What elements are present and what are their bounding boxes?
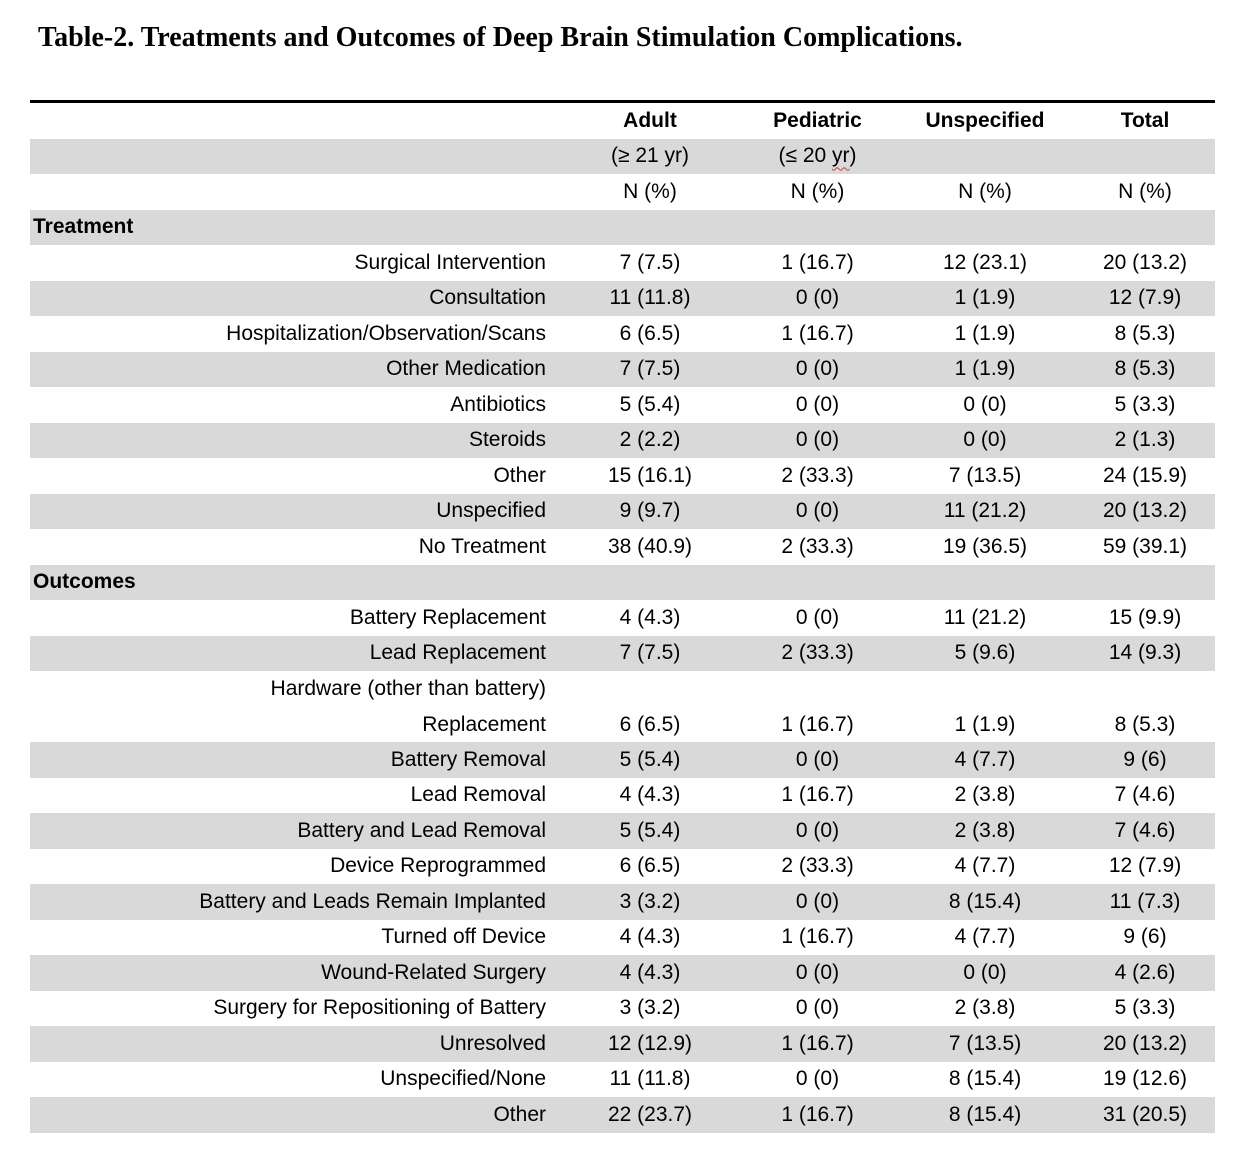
column-header-total: Total bbox=[1120, 108, 1170, 132]
value-cell-unspecified: 1 (1.9) bbox=[954, 357, 1016, 381]
table-row bbox=[30, 458, 1215, 494]
table-row bbox=[30, 1097, 1215, 1133]
table-row bbox=[30, 1062, 1215, 1098]
table-row bbox=[30, 423, 1215, 459]
pediatric-age-range: (≤ 20 yr) bbox=[778, 144, 857, 168]
value-cell-pediatric: 0 (0) bbox=[795, 286, 840, 310]
value-cell-unspecified: 1 (1.9) bbox=[954, 321, 1016, 345]
value-cell-pediatric: 0 (0) bbox=[795, 889, 840, 913]
value-cell-total: 8 (5.3) bbox=[1114, 321, 1176, 345]
value-cell-total: 2 (1.3) bbox=[1114, 428, 1176, 452]
table-row bbox=[30, 352, 1215, 388]
value-cell-pediatric: 0 (0) bbox=[795, 428, 840, 452]
value-cell-adult: 3 (3.2) bbox=[619, 996, 681, 1020]
value-cell-pediatric: 0 (0) bbox=[795, 747, 840, 771]
table-row bbox=[30, 849, 1215, 885]
value-cell-pediatric: 0 (0) bbox=[795, 818, 840, 842]
unit-cell: N (%) bbox=[958, 179, 1012, 203]
value-cell-adult: 4 (4.3) bbox=[619, 925, 681, 949]
row-label: Other Medication bbox=[386, 357, 546, 381]
table-row bbox=[30, 778, 1215, 814]
value-cell-unspecified: 2 (3.8) bbox=[954, 783, 1016, 807]
value-cell-unspecified: 11 (21.2) bbox=[943, 499, 1027, 523]
value-cell-adult: 5 (5.4) bbox=[619, 392, 681, 416]
value-cell-unspecified: 2 (3.8) bbox=[954, 996, 1016, 1020]
section-title: Treatment bbox=[33, 215, 134, 239]
value-cell-pediatric: 0 (0) bbox=[795, 605, 840, 629]
row-label-line1: Hardware (other than battery) bbox=[270, 677, 546, 700]
value-cell-total: 20 (13.2) bbox=[1102, 250, 1188, 274]
value-cell-total: 20 (13.2) bbox=[1102, 499, 1188, 523]
value-cell-adult: 5 (5.4) bbox=[619, 747, 681, 771]
value-cell-total: 14 (9.3) bbox=[1108, 641, 1182, 665]
column-header-unspecified: Unspecified bbox=[925, 108, 1045, 132]
value-cell-pediatric: 0 (0) bbox=[795, 392, 840, 416]
row-label: Unspecified/None bbox=[380, 1067, 546, 1091]
value-cell-pediatric: 2 (33.3) bbox=[781, 641, 854, 665]
table-row bbox=[30, 813, 1215, 849]
value-cell-unspecified: 1 (1.9) bbox=[954, 286, 1016, 310]
value-cell-total: 7 (4.6) bbox=[1114, 783, 1176, 807]
value-cell-adult: 5 (5.4) bbox=[619, 818, 681, 842]
unit-row bbox=[30, 174, 1215, 210]
column-header-adult: Adult bbox=[623, 108, 677, 132]
value-cell-pediatric: 1 (16.7) bbox=[781, 712, 854, 736]
value-cell-adult: 6 (6.5) bbox=[619, 712, 681, 736]
table-row bbox=[30, 387, 1215, 423]
table-row bbox=[30, 494, 1215, 530]
value-cell-pediatric: 1 (16.7) bbox=[781, 1031, 854, 1055]
value-cell-total: 7 (4.6) bbox=[1114, 818, 1176, 842]
value-cell-unspecified: 11 (21.2) bbox=[943, 605, 1027, 629]
value-cell-total: 31 (20.5) bbox=[1102, 1102, 1188, 1126]
table-row bbox=[30, 742, 1215, 778]
value-cell-unspecified: 5 (9.6) bbox=[954, 641, 1016, 665]
value-cell-adult: 4 (4.3) bbox=[619, 960, 681, 984]
value-cell-adult: 12 (12.9) bbox=[607, 1031, 693, 1055]
value-cell-adult: 2 (2.2) bbox=[619, 428, 681, 452]
row-label: Surgery for Repositioning of Battery bbox=[213, 996, 546, 1020]
value-cell-adult: 7 (7.5) bbox=[619, 641, 681, 665]
value-cell-pediatric: 1 (16.7) bbox=[781, 783, 854, 807]
section-header-treatment bbox=[30, 210, 1215, 246]
table-row bbox=[30, 955, 1215, 991]
complications-table bbox=[30, 100, 1215, 1133]
column-header-pediatric: Pediatric bbox=[773, 108, 862, 132]
row-label bbox=[30, 671, 560, 742]
value-cell-total: 5 (3.3) bbox=[1114, 392, 1176, 416]
value-cell-pediatric: 1 (16.7) bbox=[781, 925, 854, 949]
value-cell-unspecified: 7 (13.5) bbox=[948, 1031, 1022, 1055]
value-cell-total: 20 (13.2) bbox=[1102, 1031, 1188, 1055]
row-label: Battery and Leads Remain Implanted bbox=[199, 889, 546, 913]
row-label: Other bbox=[493, 1102, 546, 1126]
table-row bbox=[30, 991, 1215, 1027]
value-cell-adult: 6 (6.5) bbox=[619, 854, 681, 878]
value-cell-pediatric: 1 (16.7) bbox=[781, 1102, 854, 1126]
unit-cell: N (%) bbox=[623, 179, 677, 203]
row-label: Turned off Device bbox=[381, 925, 546, 949]
column-header-row bbox=[30, 103, 1215, 139]
value-cell-pediatric: 0 (0) bbox=[795, 499, 840, 523]
value-cell-pediatric: 1 (16.7) bbox=[781, 321, 854, 345]
value-cell-total: 8 (5.3) bbox=[1114, 712, 1176, 736]
row-label: Steroids bbox=[468, 428, 546, 452]
row-label: Hospitalization/Observation/Scans bbox=[226, 321, 546, 345]
value-cell-total: 24 (15.9) bbox=[1102, 463, 1188, 487]
value-cell-total: 8 (5.3) bbox=[1114, 357, 1176, 381]
value-cell-pediatric: 2 (33.3) bbox=[781, 534, 854, 558]
value-cell-total: 11 (7.3) bbox=[1109, 889, 1181, 913]
table-row bbox=[30, 636, 1215, 672]
table-row bbox=[30, 671, 1215, 742]
row-label: Battery and Lead Removal bbox=[297, 818, 546, 842]
unit-cell: N (%) bbox=[1118, 179, 1172, 203]
value-cell-pediatric: 0 (0) bbox=[795, 996, 840, 1020]
value-cell-unspecified: 12 (23.1) bbox=[942, 250, 1028, 274]
value-cell-adult: 6 (6.5) bbox=[619, 321, 681, 345]
table-row bbox=[30, 316, 1215, 352]
value-cell-total: 5 (3.3) bbox=[1114, 996, 1176, 1020]
row-label: Other bbox=[493, 463, 546, 487]
row-label: Battery Replacement bbox=[349, 605, 546, 629]
table-row bbox=[30, 884, 1215, 920]
value-cell-adult: 3 (3.2) bbox=[619, 889, 681, 913]
value-cell-total: 12 (7.9) bbox=[1108, 286, 1182, 310]
value-cell-adult: 9 (9.7) bbox=[619, 499, 681, 523]
row-label: Battery Removal bbox=[390, 747, 546, 771]
table-body bbox=[30, 103, 1215, 1133]
value-cell-adult: 22 (23.7) bbox=[607, 1102, 693, 1126]
unit-cell: N (%) bbox=[790, 179, 845, 203]
row-label: Antibiotics bbox=[450, 392, 546, 416]
value-cell-adult: 38 (40.9) bbox=[607, 534, 693, 558]
value-cell-adult: 4 (4.3) bbox=[619, 605, 681, 629]
adult-age-range: (≥ 21 yr) bbox=[610, 144, 690, 168]
value-cell-unspecified: 2 (3.8) bbox=[954, 818, 1016, 842]
value-cell-unspecified: 1 (1.9) bbox=[954, 712, 1016, 736]
row-label: Surgical Intervention bbox=[354, 250, 546, 274]
value-cell-adult: 7 (7.5) bbox=[619, 250, 681, 274]
row-label: Unspecified bbox=[436, 499, 546, 523]
value-cell-unspecified: 4 (7.7) bbox=[954, 854, 1016, 878]
value-cell-unspecified: 0 (0) bbox=[963, 960, 1007, 984]
value-cell-pediatric: 0 (0) bbox=[795, 357, 840, 381]
misspelled-word: yr bbox=[832, 144, 850, 168]
value-cell-total: 9 (6) bbox=[1123, 925, 1167, 949]
value-cell-pediatric: 2 (33.3) bbox=[781, 854, 854, 878]
table-row bbox=[30, 920, 1215, 956]
value-cell-unspecified: 4 (7.7) bbox=[954, 747, 1016, 771]
table-row bbox=[30, 281, 1215, 317]
value-cell-total: 15 (9.9) bbox=[1108, 605, 1182, 629]
value-cell-unspecified: 19 (36.5) bbox=[942, 534, 1028, 558]
row-label: Consultation bbox=[429, 286, 546, 310]
value-cell-unspecified: 0 (0) bbox=[963, 392, 1007, 416]
table-row bbox=[30, 1026, 1215, 1062]
value-cell-unspecified: 8 (15.4) bbox=[948, 1102, 1022, 1126]
age-range-row bbox=[30, 139, 1215, 175]
section-header-outcomes bbox=[30, 565, 1215, 601]
value-cell-total: 9 (6) bbox=[1123, 747, 1167, 771]
table-row bbox=[30, 600, 1215, 636]
document-page bbox=[0, 20, 1254, 1133]
table-title: Table-2. Treatments and Outcomes of Deep Brain Stimulation Complications. bbox=[38, 22, 963, 53]
value-cell-pediatric: 1 (16.7) bbox=[781, 250, 854, 274]
row-label: Lead Removal bbox=[410, 783, 546, 807]
row-label-line2: Replacement bbox=[422, 712, 546, 736]
table-row bbox=[30, 529, 1215, 565]
value-cell-total: 12 (7.9) bbox=[1108, 854, 1182, 878]
value-cell-pediatric: 0 (0) bbox=[795, 960, 840, 984]
value-cell-pediatric: 0 (0) bbox=[795, 1067, 840, 1091]
value-cell-unspecified: 7 (13.5) bbox=[948, 463, 1022, 487]
value-cell-total: 19 (12.6) bbox=[1102, 1067, 1188, 1091]
value-cell-adult: 7 (7.5) bbox=[619, 357, 681, 381]
value-cell-adult: 11 (11.8) bbox=[609, 1067, 691, 1091]
value-cell-adult: 15 (16.1) bbox=[607, 463, 693, 487]
row-label: Lead Replacement bbox=[369, 641, 546, 665]
value-cell-total: 4 (2.6) bbox=[1114, 960, 1176, 984]
value-cell-adult: 4 (4.3) bbox=[619, 783, 681, 807]
value-cell-unspecified: 0 (0) bbox=[963, 428, 1007, 452]
value-cell-total: 59 (39.1) bbox=[1102, 534, 1188, 558]
section-title: Outcomes bbox=[33, 570, 136, 594]
value-cell-unspecified: 8 (15.4) bbox=[948, 889, 1022, 913]
table-row bbox=[30, 245, 1215, 281]
row-label: Unresolved bbox=[439, 1031, 546, 1055]
value-cell-unspecified: 4 (7.7) bbox=[954, 925, 1016, 949]
row-label: Wound-Related Surgery bbox=[321, 960, 546, 984]
row-label: No Treatment bbox=[418, 534, 546, 558]
value-cell-adult: 11 (11.8) bbox=[609, 286, 691, 310]
value-cell-unspecified: 8 (15.4) bbox=[948, 1067, 1022, 1091]
row-label: Device Reprogrammed bbox=[330, 854, 546, 878]
value-cell-pediatric: 2 (33.3) bbox=[781, 463, 854, 487]
